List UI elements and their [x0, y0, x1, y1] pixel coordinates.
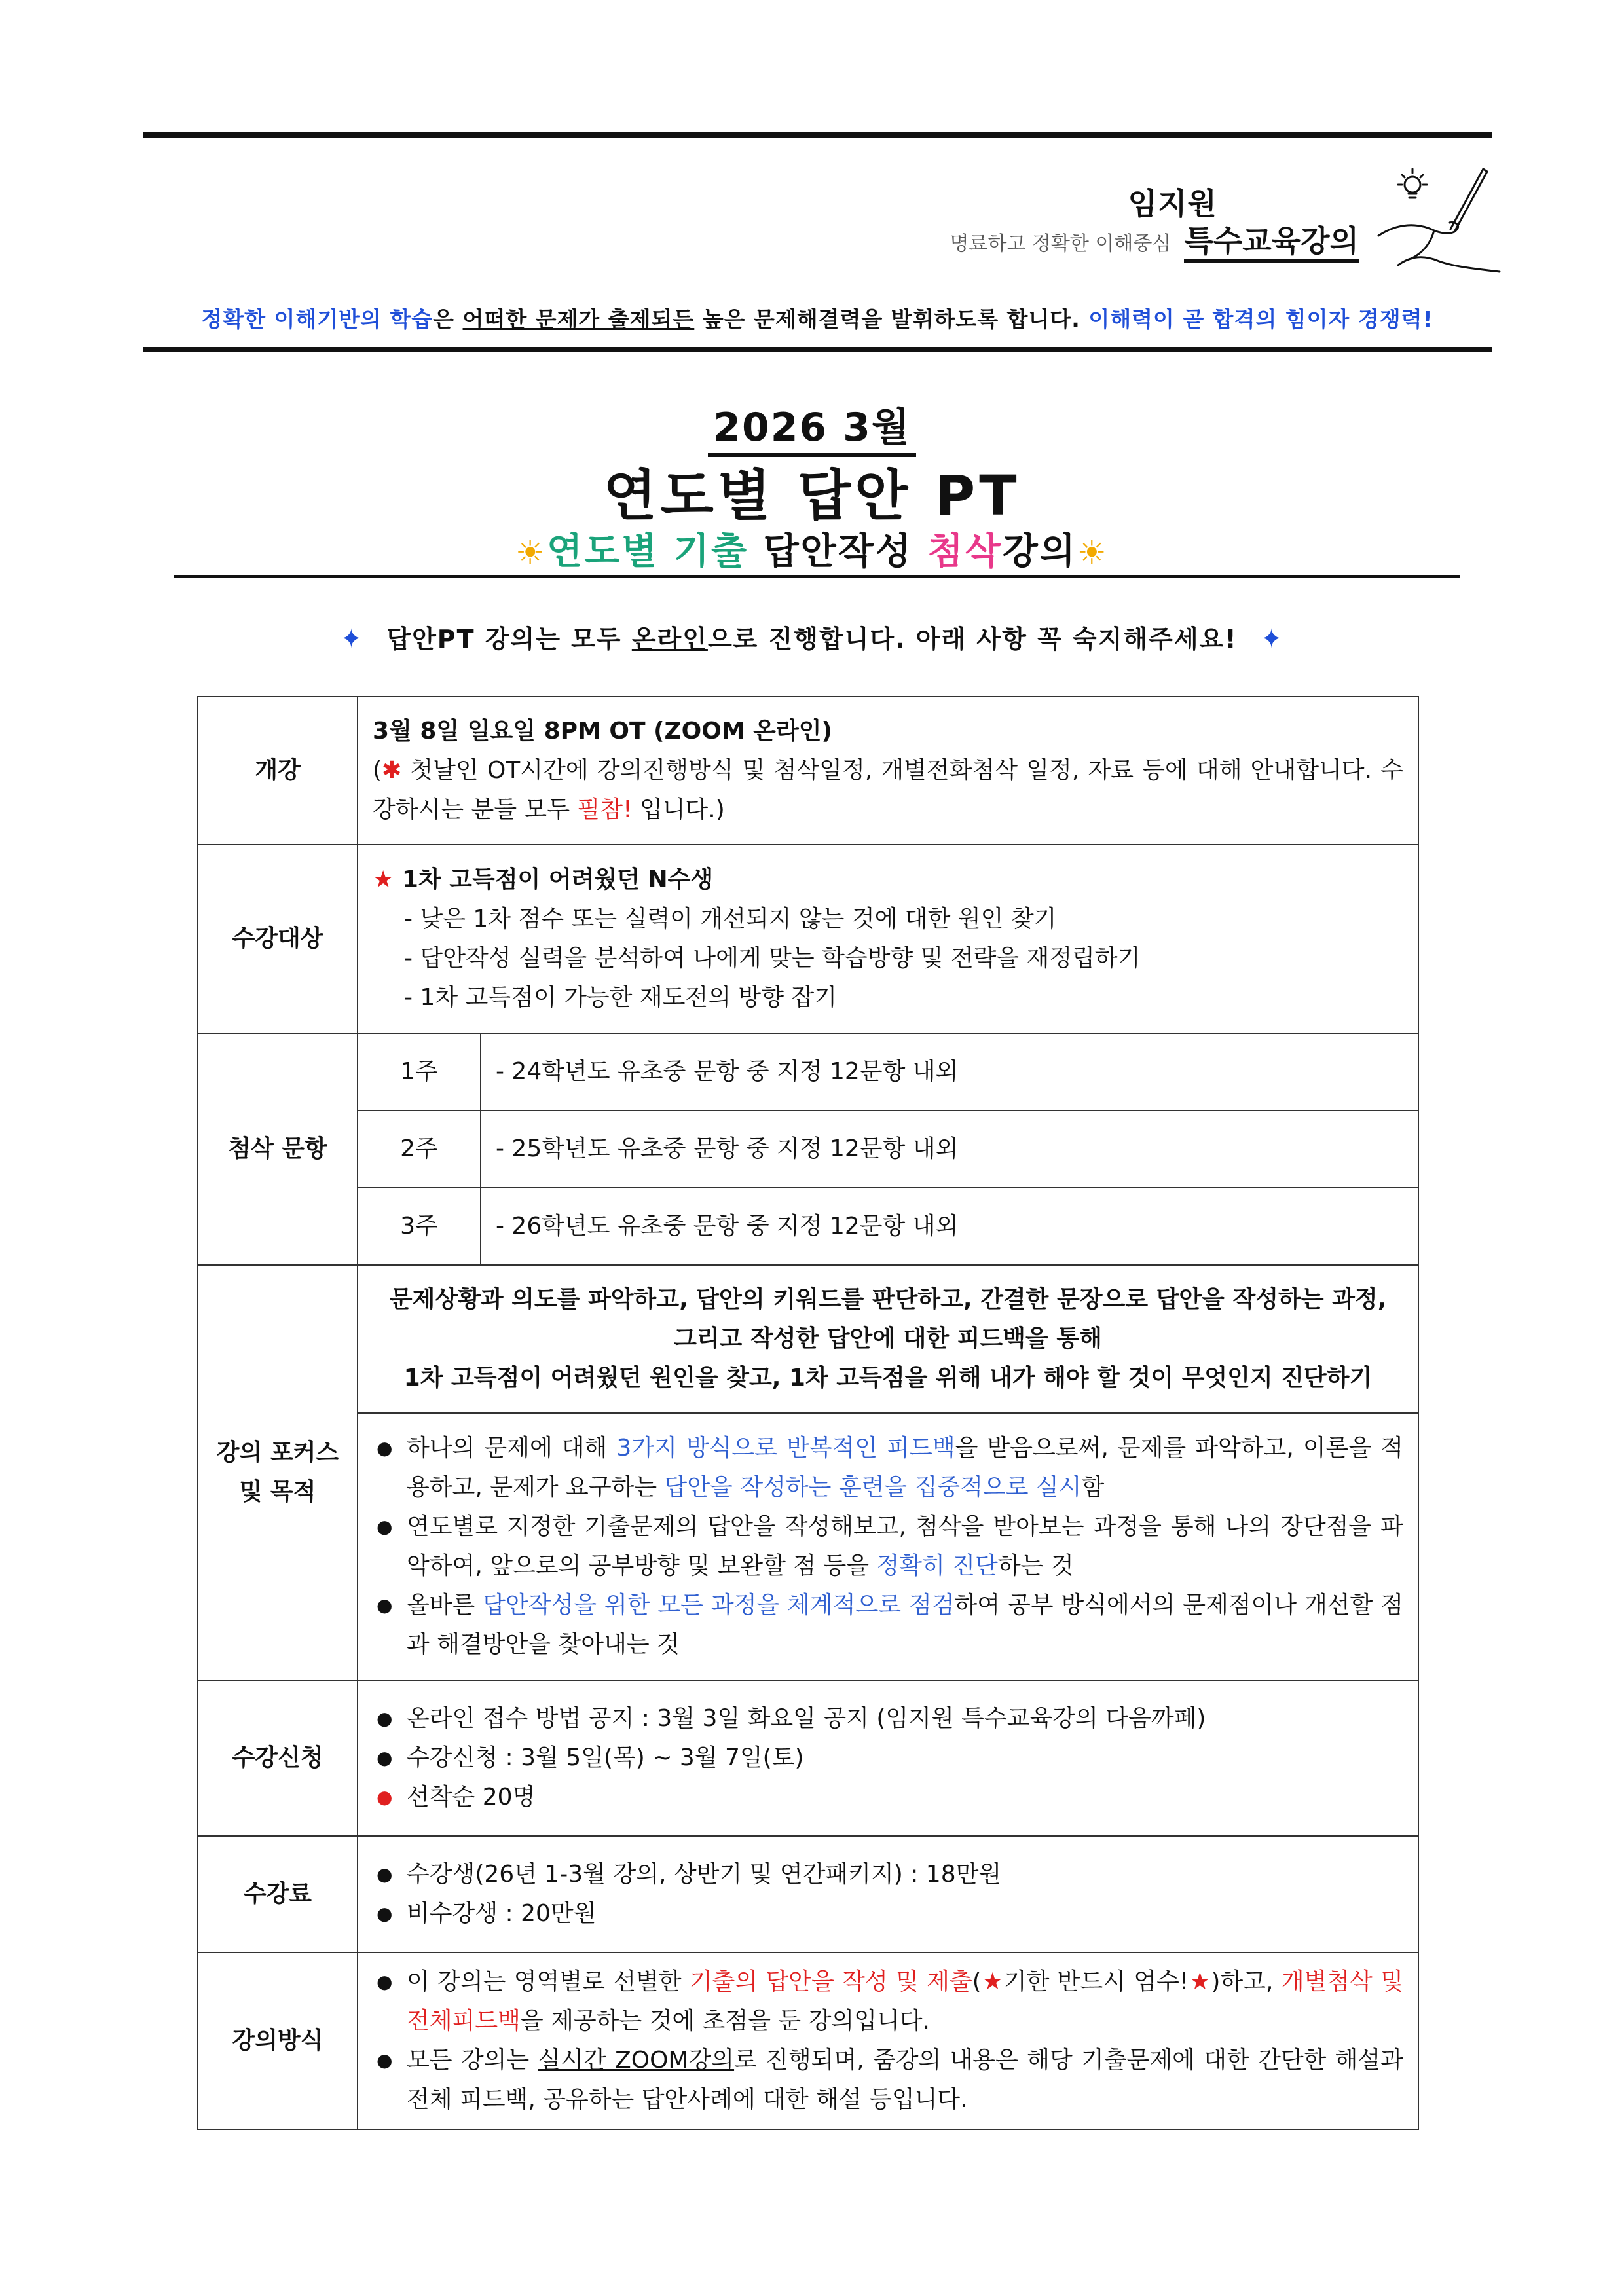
opening-note-must: 필참!: [577, 796, 633, 823]
opening-headline: 3월 8일 일요일 8PM OT (ZOOM 온라인): [373, 718, 832, 744]
focus-head-line-1: 문제상황과 의도를 파악하고, 답안의 키워드를 판단하고, 간결한 문장으로 답안을 작성하는 과정,: [389, 1286, 1387, 1313]
notice-part-1: 답안PT 강의는 모두: [386, 625, 632, 653]
row-week-1: [198, 1033, 1418, 1111]
label-method: 강의방식: [198, 1953, 358, 2129]
method-item: [373, 1962, 1403, 2041]
slogan-part-1: 정확한 이해기반의 학습: [201, 306, 434, 332]
registration-list: [373, 1699, 1403, 1817]
week-label: 2주: [358, 1111, 481, 1188]
row-fee: [198, 1836, 1418, 1953]
sparkle-icon: ✦: [1260, 624, 1284, 654]
row-focus-head: [198, 1265, 1418, 1413]
subtitle-part-4: 첨삭: [927, 530, 1003, 573]
row-focus-body: [198, 1413, 1418, 1680]
focus-item: [373, 1507, 1403, 1586]
fee-content: [358, 1836, 1418, 1953]
method-list: [373, 1962, 1403, 2120]
page-title: 연도별 답안 PT: [603, 464, 1021, 528]
label-fee: 수강료: [198, 1836, 358, 1953]
star-icon: ★: [981, 1968, 1004, 1995]
row-week-2: [198, 1111, 1418, 1188]
focus-text: 하여 공부 방식에서의 문제점이나 개선할 점과 해결방안을 찾아내는 것: [407, 1592, 1403, 1658]
title-year-text: 2026 3월: [708, 405, 916, 457]
focus-item: [373, 1429, 1403, 1507]
slogan-part-5: 이해력이 곧 합격의 힘이자 경쟁력!: [1088, 306, 1433, 332]
opening-note-end: 입니다.): [632, 796, 725, 823]
subtitle-part-3: 답안작성: [748, 530, 928, 573]
target-headline: 1차 고득점이 어려웠던 N수생: [401, 866, 714, 893]
star-icon: ★: [373, 866, 394, 893]
star-icon: ★: [1189, 1968, 1211, 1995]
focus-text: 을 받음으로써, 문제를 파악하고, 이론을 적용하고, 문제가 요구하는: [407, 1435, 1403, 1501]
row-method: [198, 1953, 1418, 2129]
focus-head-line-3: 1차 고득점이 어려웠던 원인을 찾고, 1차 고득점을 위해 내가 해야 할 것이 무엇인지 진단하기: [403, 1365, 1373, 1391]
focus-text: 올바른: [407, 1592, 483, 1619]
row-target: [198, 845, 1418, 1033]
fee-list: [373, 1855, 1403, 1934]
focus-item: [373, 1586, 1403, 1664]
focus-list: [373, 1429, 1403, 1664]
brand-main: 특수교육강의: [1184, 223, 1359, 263]
label-questions: 첨삭 문항: [198, 1033, 358, 1265]
page-subtitle: [0, 523, 1624, 575]
opening-note: [373, 751, 1403, 830]
registration-item: ● 수강신청 : 3월 5일(목) ~ 3월 7일(토): [373, 1738, 1403, 1778]
registration-content: [358, 1680, 1418, 1836]
asterisk-icon: ✱: [382, 757, 402, 784]
label-focus-line-2: 및 목적: [239, 1478, 316, 1505]
header-bottom-rule: [143, 347, 1492, 352]
notice-part-2: 온라인: [631, 625, 708, 653]
focus-headline: [358, 1265, 1418, 1413]
header-top-rule: [143, 132, 1492, 138]
target-item: - 낮은 1차 점수 또는 실력이 개선되지 않는 것에 대한 원인 찾기: [404, 906, 1057, 932]
slogan-part-4: 높은 문제해결력을 발휘하도록 합니다.: [694, 306, 1089, 332]
method-content: [358, 1953, 1418, 2129]
brand-block: [950, 185, 1359, 263]
fee-item: ● 수강생(26년 1-3월 강의, 상반기 및 연간패키지) : 18만원: [373, 1855, 1403, 1894]
method-highlight: 기출의 답안을 작성 및 제출: [689, 1968, 972, 1995]
target-headline-row: [373, 860, 1403, 900]
label-registration: 수강신청: [198, 1680, 358, 1836]
focus-highlight: 정확히 진단: [876, 1552, 998, 1579]
registration-item: ● 온라인 접수 방법 공지 : 3월 3일 화요일 공지 (임지원 특수교육강의 다음까페): [373, 1699, 1403, 1738]
method-text: 기한 반드시 엄수!: [1003, 1968, 1189, 1995]
subtitle-part-1: 연도별: [547, 530, 674, 573]
method-text: 모든 강의는: [407, 2047, 538, 2074]
week-label: 3주: [358, 1188, 481, 1265]
row-registration: [198, 1680, 1418, 1836]
writing-hand-icon: [1372, 157, 1503, 288]
focus-highlight: 3가지 방식으로 반복적인 피드백: [616, 1435, 955, 1461]
brand-tagline: 명료하고 정확한 이해중심: [950, 232, 1172, 255]
fee-item: ● 비수강생 : 20만원: [373, 1894, 1403, 1934]
slogan: [143, 303, 1492, 333]
subtitle-part-5: 강의: [1002, 530, 1077, 573]
sun-icon: ☀: [515, 534, 547, 572]
registration-item: ● 선착순 20명: [373, 1778, 1403, 1817]
focus-text: 하는 것: [997, 1552, 1074, 1579]
label-focus: [198, 1265, 358, 1680]
focus-text: 연도별로 지정한 기출문제의 답안을 작성해보고, 첨삭을 받아보는 과정을 통해 나의 장단점을 파악하여, 앞으로의 공부방향 및 보완할 점 등을: [407, 1513, 1403, 1579]
week-desc: - 26학년도 유초중 문항 중 지정 12문항 내외: [481, 1188, 1418, 1265]
focus-text: 하나의 문제에 대해: [407, 1435, 617, 1461]
target-item: - 답안작성 실력을 분석하여 나에게 맞는 학습방향 및 전략을 재정립하기: [404, 945, 1141, 972]
week-desc: - 25학년도 유초중 문항 중 지정 12문항 내외: [481, 1111, 1418, 1188]
notice-part-3: 으로 진행합니다. 아래 사항 꼭 숙지해주세요!: [707, 625, 1238, 653]
opening-note-open: (: [373, 757, 382, 784]
method-text: 로 진행되며, 줌강의 내용은 해당 기출문제에 대한 간단한 해설과 전체 피드백, 공유하는 답안사례에 대한 해설 등입니다.: [407, 2047, 1403, 2113]
focus-highlight: 답안을 작성하는 훈련을 집중적으로 실시: [664, 1474, 1082, 1501]
sparkle-icon: ✦: [340, 624, 364, 654]
focus-content: [358, 1413, 1418, 1680]
target-item: - 1차 고득점이 가능한 재도전의 방향 잡기: [404, 984, 837, 1011]
method-underlined: 실시간 ZOOM강의: [538, 2047, 735, 2074]
title-year: [0, 396, 1624, 452]
label-opening: 개강: [198, 697, 358, 845]
opening-content: [358, 697, 1418, 845]
focus-text: 함: [1081, 1474, 1105, 1501]
title-rule: [174, 575, 1460, 578]
slogan-part-3: 어떠한 문제가 출제되든: [462, 306, 695, 332]
row-opening: [198, 697, 1418, 845]
method-text: )하고,: [1211, 1968, 1282, 1995]
week-desc: - 24학년도 유초중 문항 중 지정 12문항 내외: [481, 1033, 1418, 1111]
method-highlight: 개별첨삭 및 전체피드백: [407, 1968, 1403, 2034]
label-focus-line-1: 강의 포커스: [216, 1439, 339, 1466]
method-text: 을 제공하는 것에 초점을 둔 강의입니다.: [520, 2008, 930, 2034]
slogan-part-2: 은: [433, 306, 463, 332]
sun-icon: ☀: [1077, 534, 1109, 572]
row-week-3: [198, 1188, 1418, 1265]
method-item: [373, 2041, 1403, 2120]
week-label: 1주: [358, 1033, 481, 1111]
notice-line: [0, 619, 1624, 655]
label-target: 수강대상: [198, 845, 358, 1033]
target-content: [358, 845, 1418, 1033]
focus-highlight: 답안작성을 위한 모든 과정을 체계적으로 점검: [483, 1592, 955, 1619]
focus-head-line-2: 그리고 작성한 답안에 대한 피드백을 통해: [674, 1325, 1102, 1352]
method-text: 이 강의는 영역별로 선별한: [407, 1968, 690, 1995]
subtitle-part-2: 기출: [673, 530, 749, 573]
method-text: (: [972, 1968, 982, 1995]
course-info-table: [197, 696, 1419, 2130]
opening-note-text: 첫날인 OT시간에 강의진행방식 및 첨삭일정, 개별전화첨삭 일정, 자료 등에 대해 안내합니다. 수강하시는 분들 모두: [373, 757, 1403, 823]
brand-name: 임지원: [1128, 186, 1217, 221]
